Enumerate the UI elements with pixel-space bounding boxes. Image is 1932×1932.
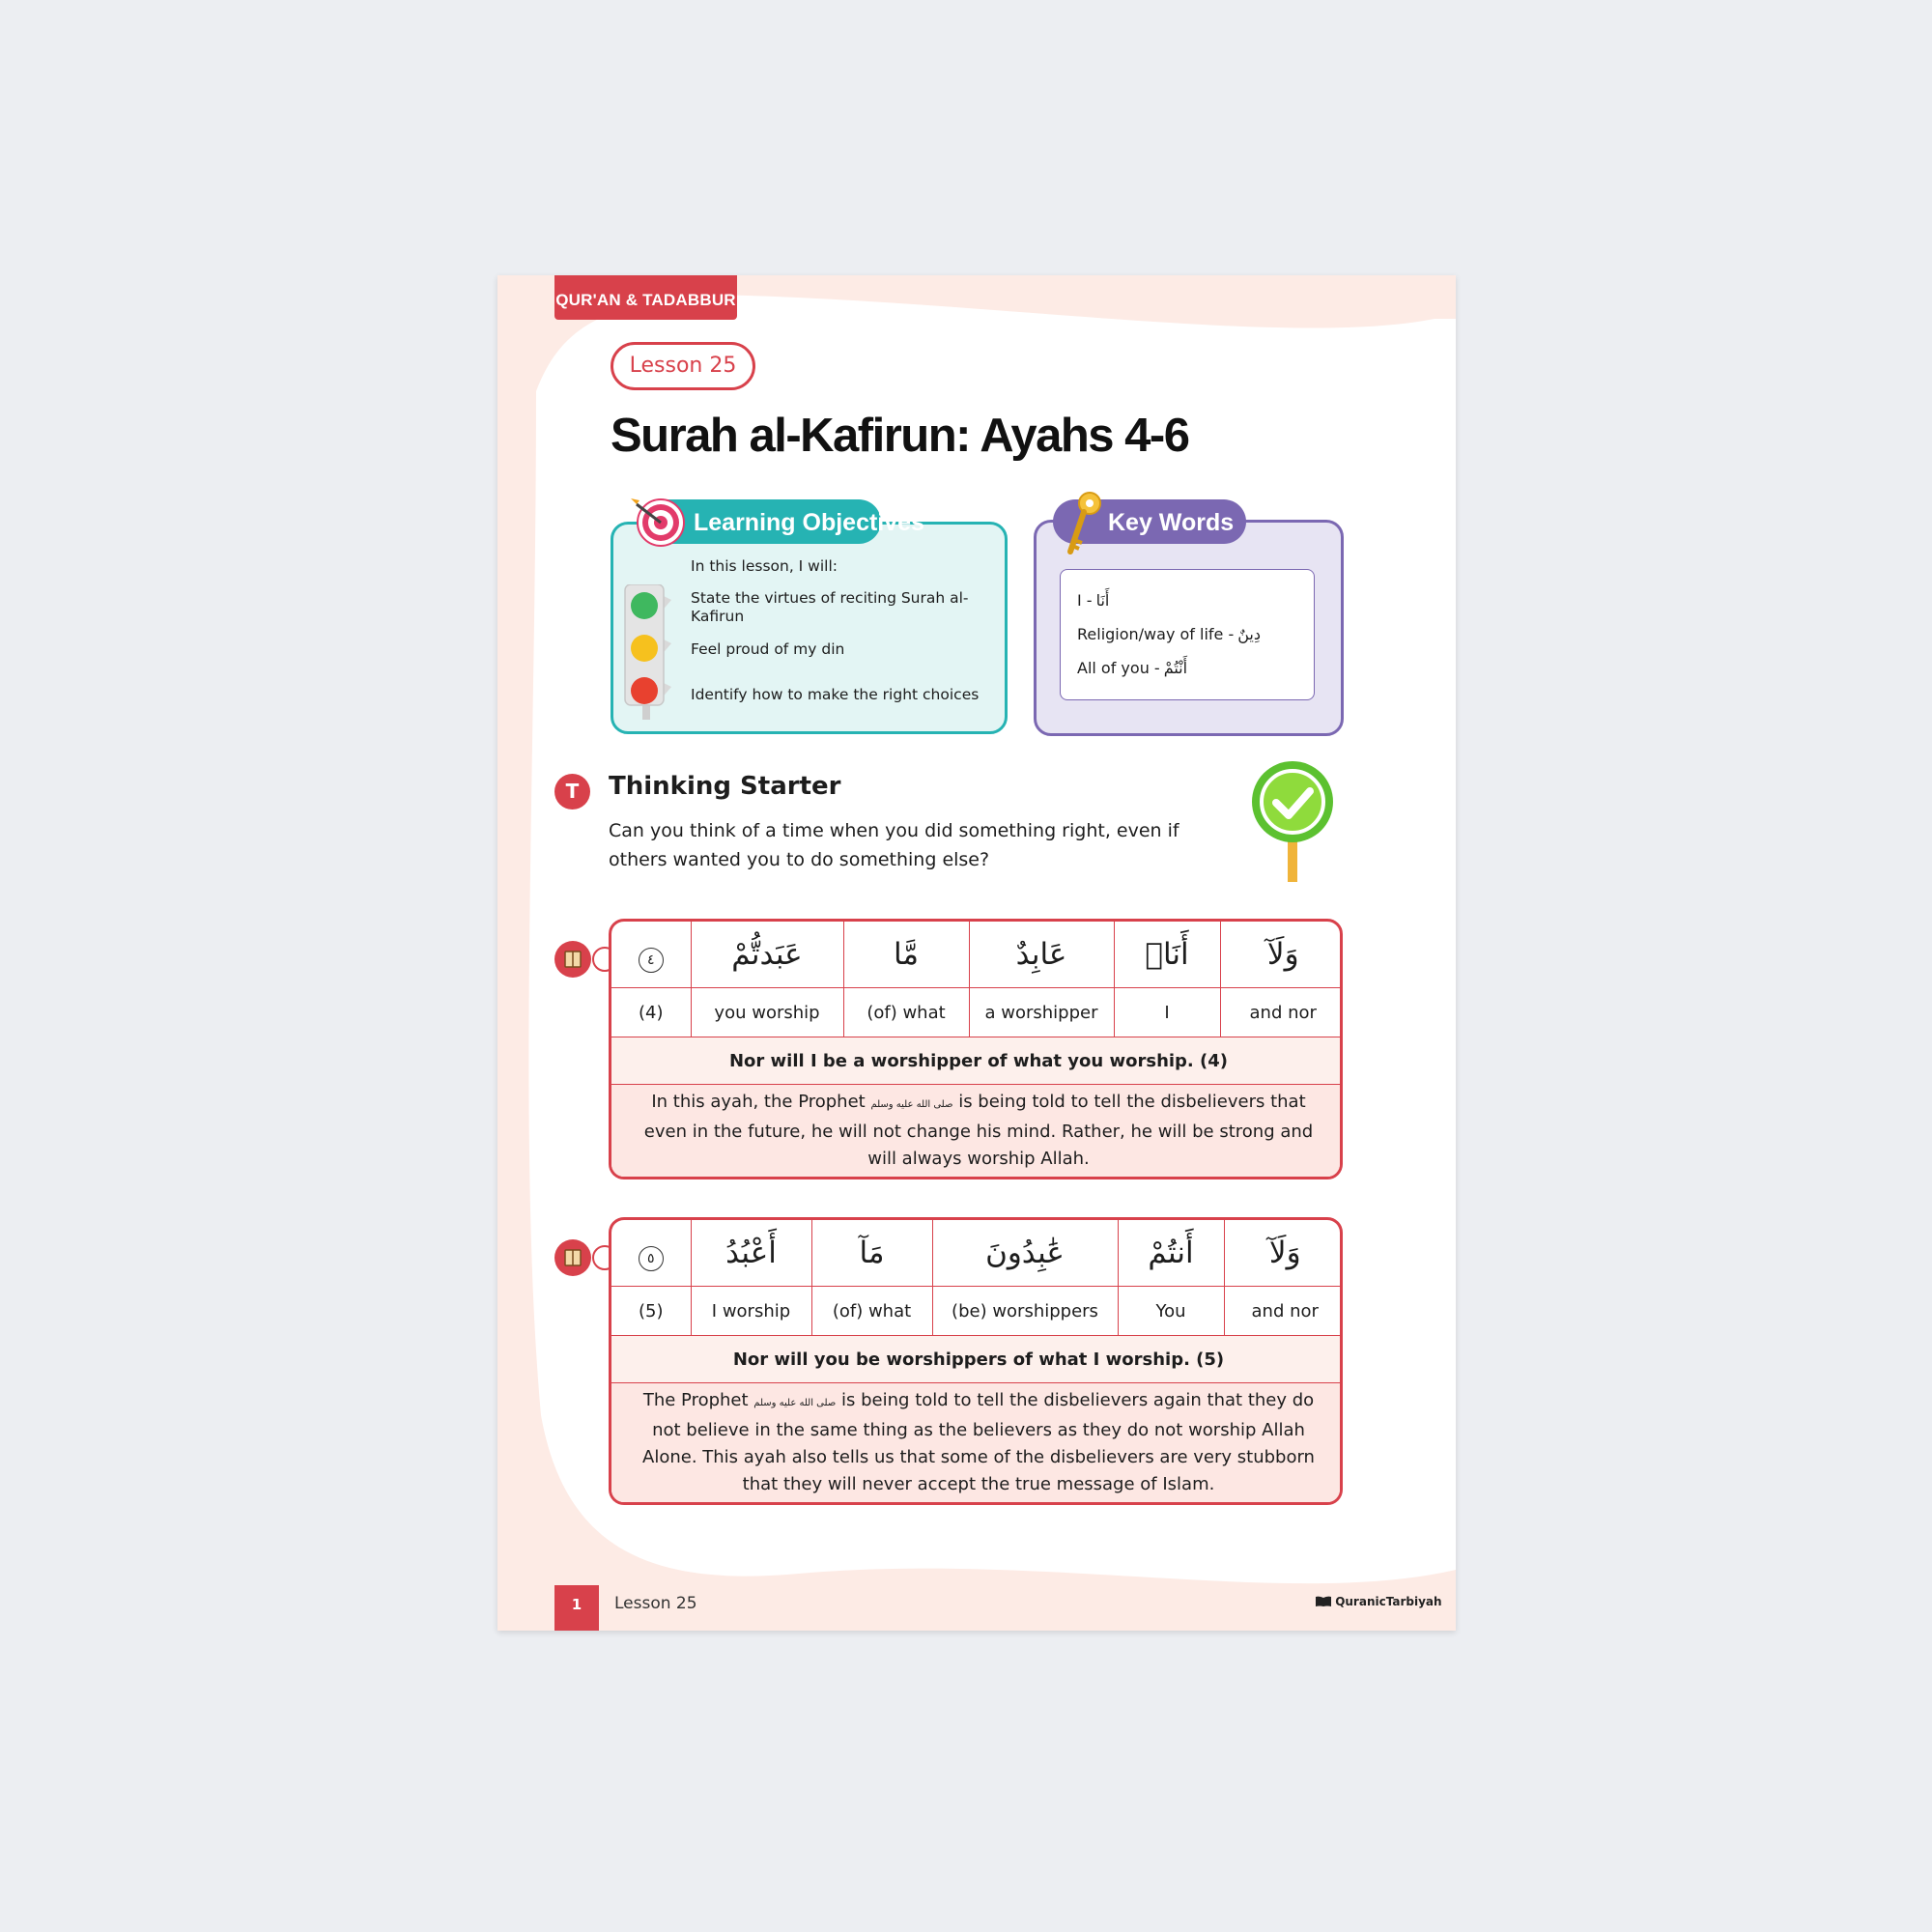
ayah-5-translation: Nor will you be worshippers of what I worship. (5) <box>611 1336 1343 1383</box>
thinking-starter-heading: Thinking Starter <box>609 772 841 801</box>
quran-book-icon <box>554 1239 591 1276</box>
ayah-4-english-word: (4) <box>611 988 691 1037</box>
brand-name: QuranicTarbiyah <box>1335 1595 1442 1608</box>
ayah-5-english-word: (5) <box>611 1287 691 1336</box>
traffic-light-icon <box>623 584 673 720</box>
ayah-5-english-word: I worship <box>691 1287 811 1336</box>
key-icon <box>1063 490 1105 557</box>
key-words-heading: Key Words <box>1053 499 1246 544</box>
ayah-4-english-word: you worship <box>691 988 843 1037</box>
footer-lesson: Lesson 25 <box>614 1594 697 1613</box>
book-logo-icon <box>1316 1596 1331 1606</box>
key-word-3-arabic: أَنْتُمْ <box>1163 659 1188 677</box>
learning-objectives-intro: In this lesson, I will: <box>691 557 838 575</box>
key-word-2-arabic: دِينٌ <box>1237 625 1261 643</box>
ayah-5-explanation: The Prophet صلى الله عليه وسلم is being told to tell the disbelievers again that they do not believe in the same thing as the believers as they do not worship Allah Alone. This ayah also tells us that some of the disbelievers are very stubborn that they will never accept the true message of Islam. <box>611 1383 1343 1503</box>
ayah-5-english-word: (be) worshippers <box>932 1287 1118 1336</box>
salawat-text: صلى الله عليه وسلم <box>753 1398 837 1408</box>
key-word-1 <box>1077 591 1109 610</box>
traffic-light-lamp <box>631 635 658 662</box>
key-word-2-english: Religion/way of life - <box>1077 625 1235 643</box>
ayah-4-arabic-word: أَنَا۠ <box>1114 922 1220 988</box>
ayah-4-english-word: a worshipper <box>969 988 1114 1037</box>
ayah-5-arabic-word: وَلَآ <box>1224 1220 1343 1287</box>
target-icon <box>631 493 687 549</box>
ayah-5-quran-badge <box>554 1239 591 1276</box>
ayah-5-arabic-word: أَنتُمْ <box>1118 1220 1224 1287</box>
lesson-pill: Lesson 25 <box>611 342 755 390</box>
key-word-3 <box>1077 659 1187 677</box>
ayah-4-arabic-word: وَلَآ <box>1220 922 1343 988</box>
ayah-5-arabic-word: عَٰبِدُونَ <box>932 1220 1118 1287</box>
ayah-4-english-word: I <box>1114 988 1220 1037</box>
ayah-4-arabic-word: مَّا <box>843 922 969 988</box>
ayah-5-english-word: and nor <box>1224 1287 1343 1336</box>
ayah-4-english-word: and nor <box>1220 988 1343 1037</box>
checkmark-sign-icon <box>1249 758 1336 884</box>
learning-objectives-heading: Learning Objectives <box>639 499 881 544</box>
page-number: 1 <box>554 1585 599 1631</box>
salawat-text: صلى الله عليه وسلم <box>870 1099 953 1110</box>
ayah-4-arabic-word: عَابِدٌ <box>969 922 1114 988</box>
worksheet-page <box>497 275 1456 1631</box>
ayah-4-number-marker: ٤ <box>611 922 691 988</box>
ayah-5-arabic-word: أَعْبُدُ <box>691 1220 811 1287</box>
ayah-4-arabic-word: عَبَدتُّمْ <box>691 922 843 988</box>
traffic-light-lamp <box>631 677 658 704</box>
ayah-5-arabic-word: مَآ <box>811 1220 932 1287</box>
key-word-1-english: I - <box>1077 591 1093 610</box>
ayah-5-number-marker: ٥ <box>611 1220 691 1287</box>
ayah-5-table <box>609 1217 1343 1505</box>
ayah-5-english-word: You <box>1118 1287 1224 1336</box>
ayah-5-english-word: (of) what <box>811 1287 932 1336</box>
objective-item-1: State the virtues of reciting Surah al-Kafirun <box>691 589 969 625</box>
brand-logo <box>1316 1595 1442 1608</box>
ayah-4-translation: Nor will I be a worshipper of what you worship. (4) <box>611 1037 1343 1085</box>
quran-book-icon <box>554 941 591 978</box>
ayah-4-explanation: In this ayah, the Prophet صلى الله عليه وسلم is being told to tell the disbelievers that even in the future, he will not change his mind. Rather, he will be strong and will always worship Allah. <box>611 1085 1343 1178</box>
thinking-starter-question: Can you think of a time when you did something right, even if others wanted you to do something else? <box>609 820 1179 870</box>
key-word-2 <box>1077 625 1261 643</box>
objective-item-3: Identify how to make the right choices <box>691 686 980 703</box>
subject-tab: QUR'AN & TADABBUR <box>554 275 737 320</box>
page-title: Surah al-Kafirun: Ayahs 4-6 <box>611 410 1189 462</box>
ayah-4-quran-badge <box>554 941 591 978</box>
key-word-3-english: All of you - <box>1077 659 1160 677</box>
objective-item-2: Feel proud of my din <box>691 640 845 658</box>
traffic-light-lamp <box>631 592 658 619</box>
thinking-starter-badge: T <box>554 774 590 810</box>
ayah-4-english-word: (of) what <box>843 988 969 1037</box>
ayah-4-table <box>609 919 1343 1179</box>
key-word-1-arabic: أَنَا <box>1095 591 1110 610</box>
